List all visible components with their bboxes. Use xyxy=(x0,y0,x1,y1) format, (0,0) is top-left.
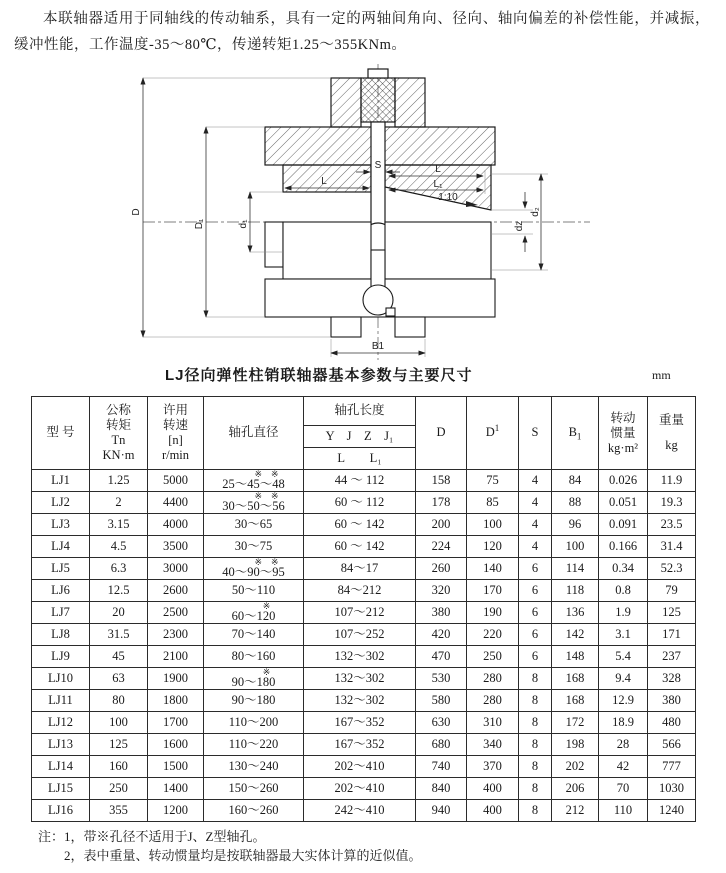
cell-bore xyxy=(204,734,304,756)
cell-D: 470 xyxy=(416,646,467,668)
cell-tn: 355 xyxy=(90,800,148,822)
header-D: D xyxy=(416,397,467,470)
caption-row xyxy=(0,362,726,390)
right-flange-lower xyxy=(395,317,425,337)
bore-value: 110～220 xyxy=(228,737,279,751)
cell-tn: 63 xyxy=(90,668,148,690)
cell-kg: 380 xyxy=(648,690,696,712)
table-row xyxy=(32,734,696,756)
dim-D-label: D xyxy=(131,208,142,216)
cell-model: LJ11 xyxy=(32,690,90,712)
dim-L1-label: L₁ xyxy=(433,179,443,190)
cell-D1: 310 xyxy=(467,712,519,734)
cell-model: LJ8 xyxy=(32,624,90,646)
cell-D1: 85 xyxy=(467,492,519,514)
bore-value: 60～120 xyxy=(231,608,276,623)
intro-paragraph: 本联轴器适用于同轴线的传动轴系，具有一定的两轴间角向、径向、轴向偏差的补偿性能，并减振，缓冲性能，工作温度-35～80℃，传递转矩1.25～355KNm。 xyxy=(14,11,710,53)
cell-B1: 172 xyxy=(552,712,599,734)
cell-J: 12.9 xyxy=(599,690,648,712)
cell-n: 1900 xyxy=(148,668,204,690)
cell-n: 3000 xyxy=(148,558,204,580)
header-weight-line: kg xyxy=(665,438,678,452)
cell-J: 0.166 xyxy=(599,536,648,558)
cell-D1: 190 xyxy=(467,602,519,624)
cell-kg: 31.4 xyxy=(648,536,696,558)
cell-S: 6 xyxy=(519,602,552,624)
bore-value: 30～75 xyxy=(234,539,273,553)
cell-D: 580 xyxy=(416,690,467,712)
cell-B1: 198 xyxy=(552,734,599,756)
header-D1-sup: 1 xyxy=(494,423,500,434)
parameters-table xyxy=(31,396,696,822)
cell-J: 3.1 xyxy=(599,624,648,646)
footnote-1: 注：1，带※孔径不适用于J、Z型轴孔。 xyxy=(38,829,266,844)
cell-D: 158 xyxy=(416,470,467,492)
cell-kg: 19.3 xyxy=(648,492,696,514)
cell-D1: 170 xyxy=(467,580,519,602)
cell-model: LJ13 xyxy=(32,734,90,756)
cell-J: 18.9 xyxy=(599,712,648,734)
table-row xyxy=(32,690,696,712)
cell-model: LJ5 xyxy=(32,558,90,580)
cell-S: 8 xyxy=(519,778,552,800)
cell-B1: 142 xyxy=(552,624,599,646)
cell-D1: 280 xyxy=(467,668,519,690)
header-B1-main: B xyxy=(568,425,577,440)
cell-kg: 52.3 xyxy=(648,558,696,580)
bore-value: 70～140 xyxy=(231,627,276,641)
cell-n: 4000 xyxy=(148,514,204,536)
cell-len: 242～410 xyxy=(304,800,416,822)
cell-len: 107～252 xyxy=(304,624,416,646)
cell-model: LJ10 xyxy=(32,668,90,690)
header-torque-line: 公称 xyxy=(105,403,131,417)
header-torque-line: KN·m xyxy=(102,448,135,462)
cell-bore xyxy=(204,800,304,822)
cell-S: 4 xyxy=(519,536,552,558)
cell-n: 2300 xyxy=(148,624,204,646)
left-hub-step xyxy=(265,222,283,267)
cell-D1: 340 xyxy=(467,734,519,756)
dim-d2-label: d₂ xyxy=(530,207,541,217)
dim-D1-label: D₁ xyxy=(194,218,205,230)
cell-tn: 2 xyxy=(90,492,148,514)
table-row xyxy=(32,668,696,690)
cell-B1: 84 xyxy=(552,470,599,492)
cell-tn: 31.5 xyxy=(90,624,148,646)
header-weight xyxy=(648,397,696,470)
cell-J: 0.051 xyxy=(599,492,648,514)
cell-B1: 202 xyxy=(552,756,599,778)
bore-value: 110～200 xyxy=(228,715,279,729)
cell-D: 740 xyxy=(416,756,467,778)
cell-S: 8 xyxy=(519,690,552,712)
cell-len: 107～212 xyxy=(304,602,416,624)
cell-len: 60 ～ 142 xyxy=(304,514,416,536)
cell-D1: 140 xyxy=(467,558,519,580)
cell-model: LJ7 xyxy=(32,602,90,624)
bore-value: 30～65 xyxy=(234,517,273,531)
cell-len: 44 ～ 112 xyxy=(304,470,416,492)
cell-kg: 11.9 xyxy=(648,470,696,492)
cell-D: 940 xyxy=(416,800,467,822)
cell-tn: 160 xyxy=(90,756,148,778)
bore-value: 80～160 xyxy=(231,649,276,663)
header-speed-line: 转速 xyxy=(162,418,188,432)
cell-B1: 212 xyxy=(552,800,599,822)
cell-kg: 23.5 xyxy=(648,514,696,536)
table-body xyxy=(32,470,696,822)
bore-value: 90～180 xyxy=(231,674,276,689)
cell-kg: 171 xyxy=(648,624,696,646)
cell-D: 224 xyxy=(416,536,467,558)
cell-model: LJ1 xyxy=(32,470,90,492)
cell-D: 840 xyxy=(416,778,467,800)
cell-D1: 280 xyxy=(467,690,519,712)
bore-value: 40～90～95 xyxy=(222,564,285,579)
coupling-section-drawing xyxy=(128,62,598,362)
left-flange-plate xyxy=(331,78,361,127)
header-bore-diameter: 轴孔直径 xyxy=(204,397,304,470)
cell-kg: 79 xyxy=(648,580,696,602)
cell-J: 5.4 xyxy=(599,646,648,668)
table-caption: LJ径向弹性柱销联轴器基本参数与主要尺寸 xyxy=(165,367,473,384)
cell-S: 6 xyxy=(519,624,552,646)
bore-value: 30～50～56 xyxy=(222,498,285,513)
cell-B1: 88 xyxy=(552,492,599,514)
table-row xyxy=(32,646,696,668)
cell-model: LJ9 xyxy=(32,646,90,668)
bore-value: 150～260 xyxy=(228,781,279,795)
cell-D1: 120 xyxy=(467,536,519,558)
header-torque-line: Tn xyxy=(111,433,126,447)
bore-value: 160～260 xyxy=(228,803,279,817)
cell-D1: 100 xyxy=(467,514,519,536)
right-hub-lower xyxy=(385,222,491,279)
cell-bore xyxy=(204,690,304,712)
cell-D1: 220 xyxy=(467,624,519,646)
cell-B1: 118 xyxy=(552,580,599,602)
right-flange-plate xyxy=(395,78,425,127)
header-speed xyxy=(148,397,204,470)
header-speed-line: r/min xyxy=(161,448,190,462)
dim-L-right-label: L xyxy=(435,164,441,175)
cell-n: 1200 xyxy=(148,800,204,822)
cell-n: 2500 xyxy=(148,602,204,624)
cell-J: 9.4 xyxy=(599,668,648,690)
cell-B1: 148 xyxy=(552,646,599,668)
cell-tn: 80 xyxy=(90,690,148,712)
left-flange-lower xyxy=(331,317,361,337)
cell-bore xyxy=(204,514,304,536)
cell-bore xyxy=(204,778,304,800)
unit-label: mm xyxy=(652,368,671,382)
cell-J: 0.8 xyxy=(599,580,648,602)
cell-D1: 400 xyxy=(467,778,519,800)
header-S: S xyxy=(519,397,552,470)
cell-S: 4 xyxy=(519,514,552,536)
cell-bore xyxy=(204,712,304,734)
cell-D: 260 xyxy=(416,558,467,580)
cell-S: 8 xyxy=(519,756,552,778)
cell-tn: 12.5 xyxy=(90,580,148,602)
cell-tn: 20 xyxy=(90,602,148,624)
cell-model: LJ14 xyxy=(32,756,90,778)
cell-J: 42 xyxy=(599,756,648,778)
cell-J: 28 xyxy=(599,734,648,756)
bore-asterisk-note: ※ xyxy=(262,667,271,677)
cell-tn: 3.15 xyxy=(90,514,148,536)
dim-S-label: S xyxy=(374,160,382,171)
cell-n: 1400 xyxy=(148,778,204,800)
header-length-types: Y J Z J₁ xyxy=(304,426,416,448)
cell-D: 178 xyxy=(416,492,467,514)
header-inertia-line: 惯量 xyxy=(610,425,636,440)
header-length-sub: L L₁ xyxy=(304,448,416,470)
cell-len: 60 ～ 112 xyxy=(304,492,416,514)
cell-D: 680 xyxy=(416,734,467,756)
cell-J: 0.091 xyxy=(599,514,648,536)
cell-kg: 1240 xyxy=(648,800,696,822)
cell-S: 8 xyxy=(519,668,552,690)
header-torque xyxy=(90,397,148,470)
cell-bore xyxy=(204,580,304,602)
cell-n: 3500 xyxy=(148,536,204,558)
cell-tn: 1.25 xyxy=(90,470,148,492)
bore-asterisk-note: ※ ※ xyxy=(254,491,279,501)
cell-B1: 136 xyxy=(552,602,599,624)
cell-bore xyxy=(204,536,304,558)
cell-bore xyxy=(204,602,304,624)
header-torque-line: 转矩 xyxy=(105,418,131,432)
cell-bore xyxy=(204,492,304,514)
table-row xyxy=(32,558,696,580)
dim-d1-label: d₁ xyxy=(238,219,249,229)
header-B1 xyxy=(552,397,599,470)
cell-len: 60 ～ 142 xyxy=(304,536,416,558)
bore-asterisk-note: ※ ※ xyxy=(254,557,279,567)
cell-kg: 1030 xyxy=(648,778,696,800)
table-row xyxy=(32,514,696,536)
cell-len: 84～212 xyxy=(304,580,416,602)
cell-D: 630 xyxy=(416,712,467,734)
cell-S: 6 xyxy=(519,558,552,580)
cell-B1: 168 xyxy=(552,668,599,690)
bore-value: 130～240 xyxy=(228,759,279,773)
cell-bore xyxy=(204,624,304,646)
table-row xyxy=(32,800,696,822)
cell-D: 320 xyxy=(416,580,467,602)
cell-bore xyxy=(204,646,304,668)
cell-len: 202～410 xyxy=(304,778,416,800)
cell-J: 110 xyxy=(599,800,648,822)
pin-head xyxy=(368,69,388,78)
dim-L-left-label: L xyxy=(321,176,327,187)
cell-tn: 100 xyxy=(90,712,148,734)
cell-D1: 250 xyxy=(467,646,519,668)
cell-D: 420 xyxy=(416,624,467,646)
bore-asterisk-note: ※ xyxy=(262,601,271,611)
header-inertia-line: kg·m² xyxy=(607,440,639,455)
footnotes xyxy=(38,827,726,865)
cell-kg: 480 xyxy=(648,712,696,734)
left-hub-lower xyxy=(283,222,371,279)
cell-kg: 328 xyxy=(648,668,696,690)
table-row xyxy=(32,602,696,624)
header-weight-line: 重量 xyxy=(658,413,684,427)
cell-tn: 45 xyxy=(90,646,148,668)
pin-shaft xyxy=(371,122,385,227)
header-speed-line: 许用 xyxy=(162,403,188,417)
cell-D1: 370 xyxy=(467,756,519,778)
cell-J: 0.026 xyxy=(599,470,648,492)
cell-B1: 114 xyxy=(552,558,599,580)
cell-model: LJ6 xyxy=(32,580,90,602)
cell-n: 1800 xyxy=(148,690,204,712)
cell-tn: 125 xyxy=(90,734,148,756)
cell-S: 8 xyxy=(519,734,552,756)
cell-J: 70 xyxy=(599,778,648,800)
bore-value: 50～110 xyxy=(231,583,276,597)
cell-kg: 237 xyxy=(648,646,696,668)
cell-tn: 4.5 xyxy=(90,536,148,558)
cell-len: 167～352 xyxy=(304,734,416,756)
bore-value: 90～180 xyxy=(231,693,276,707)
cell-bore xyxy=(204,756,304,778)
cell-n: 5000 xyxy=(148,470,204,492)
table-row xyxy=(32,492,696,514)
cell-model: LJ15 xyxy=(32,778,90,800)
cell-tn: 250 xyxy=(90,778,148,800)
header-inertia xyxy=(599,397,648,470)
cell-D: 200 xyxy=(416,514,467,536)
cell-len: 132～302 xyxy=(304,690,416,712)
table-header xyxy=(32,397,696,470)
cell-S: 8 xyxy=(519,712,552,734)
pin-nub xyxy=(386,308,395,316)
cell-S: 6 xyxy=(519,646,552,668)
cell-len: 167～352 xyxy=(304,712,416,734)
cell-n: 4400 xyxy=(148,492,204,514)
cell-bore xyxy=(204,470,304,492)
header-speed-line: [n] xyxy=(168,433,183,447)
cell-S: 6 xyxy=(519,580,552,602)
cell-S: 4 xyxy=(519,492,552,514)
cell-n: 1600 xyxy=(148,734,204,756)
cell-B1: 206 xyxy=(552,778,599,800)
header-bore-length: 轴孔长度 xyxy=(304,397,416,426)
header-D1 xyxy=(467,397,519,470)
cell-B1: 168 xyxy=(552,690,599,712)
cell-B1: 96 xyxy=(552,514,599,536)
cell-tn: 6.3 xyxy=(90,558,148,580)
cell-n: 2100 xyxy=(148,646,204,668)
taper-label: 1:10 xyxy=(438,192,458,203)
cell-len: 132～302 xyxy=(304,668,416,690)
table-row xyxy=(32,624,696,646)
cell-D1: 400 xyxy=(467,800,519,822)
cell-kg: 125 xyxy=(648,602,696,624)
cell-n: 1500 xyxy=(148,756,204,778)
coupling-drawing xyxy=(0,62,726,360)
cell-model: LJ4 xyxy=(32,536,90,558)
header-D1-main: D xyxy=(485,425,495,440)
cell-S: 4 xyxy=(519,470,552,492)
cell-S: 8 xyxy=(519,800,552,822)
table-row xyxy=(32,580,696,602)
cell-len: 132～302 xyxy=(304,646,416,668)
cell-model: LJ16 xyxy=(32,800,90,822)
header-B1-sub: 1 xyxy=(576,431,582,442)
header-inertia-line: 转动 xyxy=(610,410,636,425)
table-row xyxy=(32,470,696,492)
cell-n: 1700 xyxy=(148,712,204,734)
cell-J: 1.9 xyxy=(599,602,648,624)
table-row xyxy=(32,712,696,734)
footnote-2: 2，表中重量、转动惯量均是按联轴器最大实体计算的近似值。 xyxy=(64,848,422,863)
table-row xyxy=(32,536,696,558)
bore-asterisk-note: ※ ※ xyxy=(254,469,279,479)
cell-D1: 75 xyxy=(467,470,519,492)
cell-B1: 100 xyxy=(552,536,599,558)
cell-len: 202～410 xyxy=(304,756,416,778)
bore-value: 25～45～48 xyxy=(222,476,285,491)
cell-J: 0.34 xyxy=(599,558,648,580)
dim-B1-label: B1 xyxy=(371,341,385,352)
cell-D: 530 xyxy=(416,668,467,690)
cell-bore xyxy=(204,558,304,580)
elastic-sleeve-knurled xyxy=(361,78,395,122)
cell-model: LJ2 xyxy=(32,492,90,514)
header-model: 型 号 xyxy=(32,397,90,470)
dim-dz-label: dz xyxy=(514,220,525,232)
cell-n: 2600 xyxy=(148,580,204,602)
cell-len: 84～17 xyxy=(304,558,416,580)
table-row xyxy=(32,778,696,800)
table-row xyxy=(32,756,696,778)
cell-model: LJ3 xyxy=(32,514,90,536)
cell-kg: 566 xyxy=(648,734,696,756)
cell-kg: 777 xyxy=(648,756,696,778)
cell-D: 380 xyxy=(416,602,467,624)
cell-bore xyxy=(204,668,304,690)
cell-model: LJ12 xyxy=(32,712,90,734)
